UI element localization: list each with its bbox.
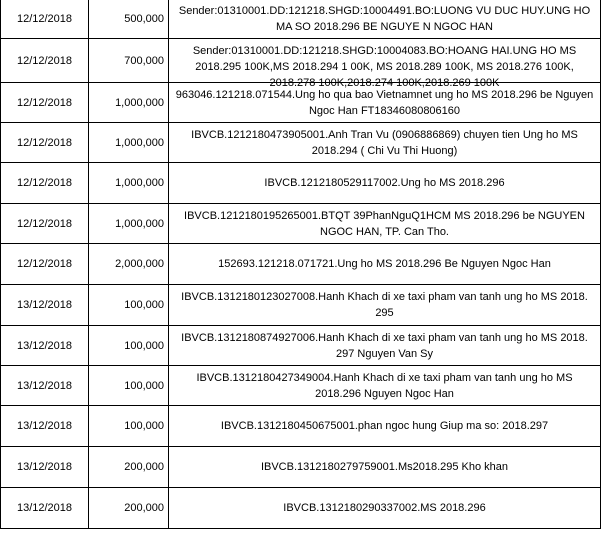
amount-cell: 100,000 bbox=[89, 366, 169, 406]
description-cell: Sender:01310001.DD:121218.SHGD:10004491.BO:LUONG VU DUC HUY.UNG HO MA SO 2018.296 BE NGUYE N NGOC HAN bbox=[169, 0, 601, 39]
amount-cell: 100,000 bbox=[89, 326, 169, 366]
amount-cell: 100,000 bbox=[89, 406, 169, 447]
table-row bbox=[1, 39, 601, 83]
table-row bbox=[1, 163, 601, 204]
date-cell: 12/12/2018 bbox=[1, 204, 89, 244]
date-cell: 13/12/2018 bbox=[1, 406, 89, 447]
date-cell: 13/12/2018 bbox=[1, 326, 89, 366]
date-cell: 12/12/2018 bbox=[1, 83, 89, 123]
description-cell: IBVCB.1312180874927006.Hanh Khach di xe taxi pham van tanh ung ho MS 2018. 297 Nguyen Van Sy bbox=[169, 326, 601, 366]
date-cell: 13/12/2018 bbox=[1, 366, 89, 406]
date-cell: 12/12/2018 bbox=[1, 123, 89, 163]
date-cell: 13/12/2018 bbox=[1, 285, 89, 326]
table-row bbox=[1, 447, 601, 488]
table-row bbox=[1, 406, 601, 447]
date-cell: 13/12/2018 bbox=[1, 488, 89, 529]
amount-cell: 200,000 bbox=[89, 488, 169, 529]
description-text: Sender:01310001.DD:121218.SHGD:10004083.BO:HOANG HAI.UNG HO MS 2018.295 100K,MS 2018.294 1 00K, MS 2018.289 100K, MS 2018.276 100K, 2018.278 100K,2018.274 100K,2018.269 100K bbox=[192, 45, 577, 89]
table-row bbox=[1, 204, 601, 244]
table-row bbox=[1, 326, 601, 366]
amount-cell: 700,000 bbox=[89, 39, 169, 83]
amount-cell: 200,000 bbox=[89, 447, 169, 488]
table-row bbox=[1, 488, 601, 529]
amount-cell: 500,000 bbox=[89, 0, 169, 39]
table-row bbox=[1, 123, 601, 163]
description-cell bbox=[169, 39, 601, 89]
description-cell: IBVCB.1212180195265001.BTQT 39PhanNguQ1HCM MS 2018.296 be NGUYEN NGOC HAN, TP. Can Tho. bbox=[169, 204, 601, 244]
amount-cell: 1,000,000 bbox=[89, 83, 169, 123]
description-cell: IBVCB.1312180279759001.Ms2018.295 Kho khan bbox=[169, 447, 601, 488]
description-cell: 963046.121218.071544.Ung ho qua bao Vietnamnet ung ho MS 2018.296 be Nguyen Ngoc Han FT18346080806160 bbox=[169, 83, 601, 123]
date-cell: 12/12/2018 bbox=[1, 0, 89, 39]
table-row bbox=[1, 285, 601, 326]
description-cell: IBVCB.1312180290337002.MS 2018.296 bbox=[169, 488, 601, 529]
date-cell: 12/12/2018 bbox=[1, 163, 89, 204]
amount-cell: 1,000,000 bbox=[89, 123, 169, 163]
amount-cell: 2,000,000 bbox=[89, 244, 169, 285]
amount-cell: 100,000 bbox=[89, 285, 169, 326]
amount-cell: 1,000,000 bbox=[89, 163, 169, 204]
date-cell: 13/12/2018 bbox=[1, 447, 89, 488]
table-row bbox=[1, 244, 601, 285]
date-cell: 12/12/2018 bbox=[1, 244, 89, 285]
table-row bbox=[1, 366, 601, 406]
amount-cell: 1,000,000 bbox=[89, 204, 169, 244]
description-cell: IBVCB.1312180427349004.Hanh Khach di xe taxi pham van tanh ung ho MS 2018.296 Nguyen Ngoc Han bbox=[169, 366, 601, 406]
description-cell: IBVCB.1212180529117002.Ung ho MS 2018.296 bbox=[169, 163, 601, 204]
date-cell: 12/12/2018 bbox=[1, 39, 89, 83]
description-cell: IBVCB.1312180123027008.Hanh Khach di xe taxi pham van tanh ung ho MS 2018. 295 bbox=[169, 285, 601, 326]
table-row bbox=[1, 0, 601, 39]
description-cell: IBVCB.1212180473905001.Anh Tran Vu (0906886869) chuyen tien Ung ho MS 2018.294 ( Chi Vu Thi Huong) bbox=[169, 123, 601, 163]
table-row bbox=[1, 83, 601, 123]
description-cell: IBVCB.1312180450675001.phan ngoc hung Giup ma so: 2018.297 bbox=[169, 406, 601, 447]
description-cell: 152693.121218.071721.Ung ho MS 2018.296 Be Nguyen Ngoc Han bbox=[169, 244, 601, 285]
